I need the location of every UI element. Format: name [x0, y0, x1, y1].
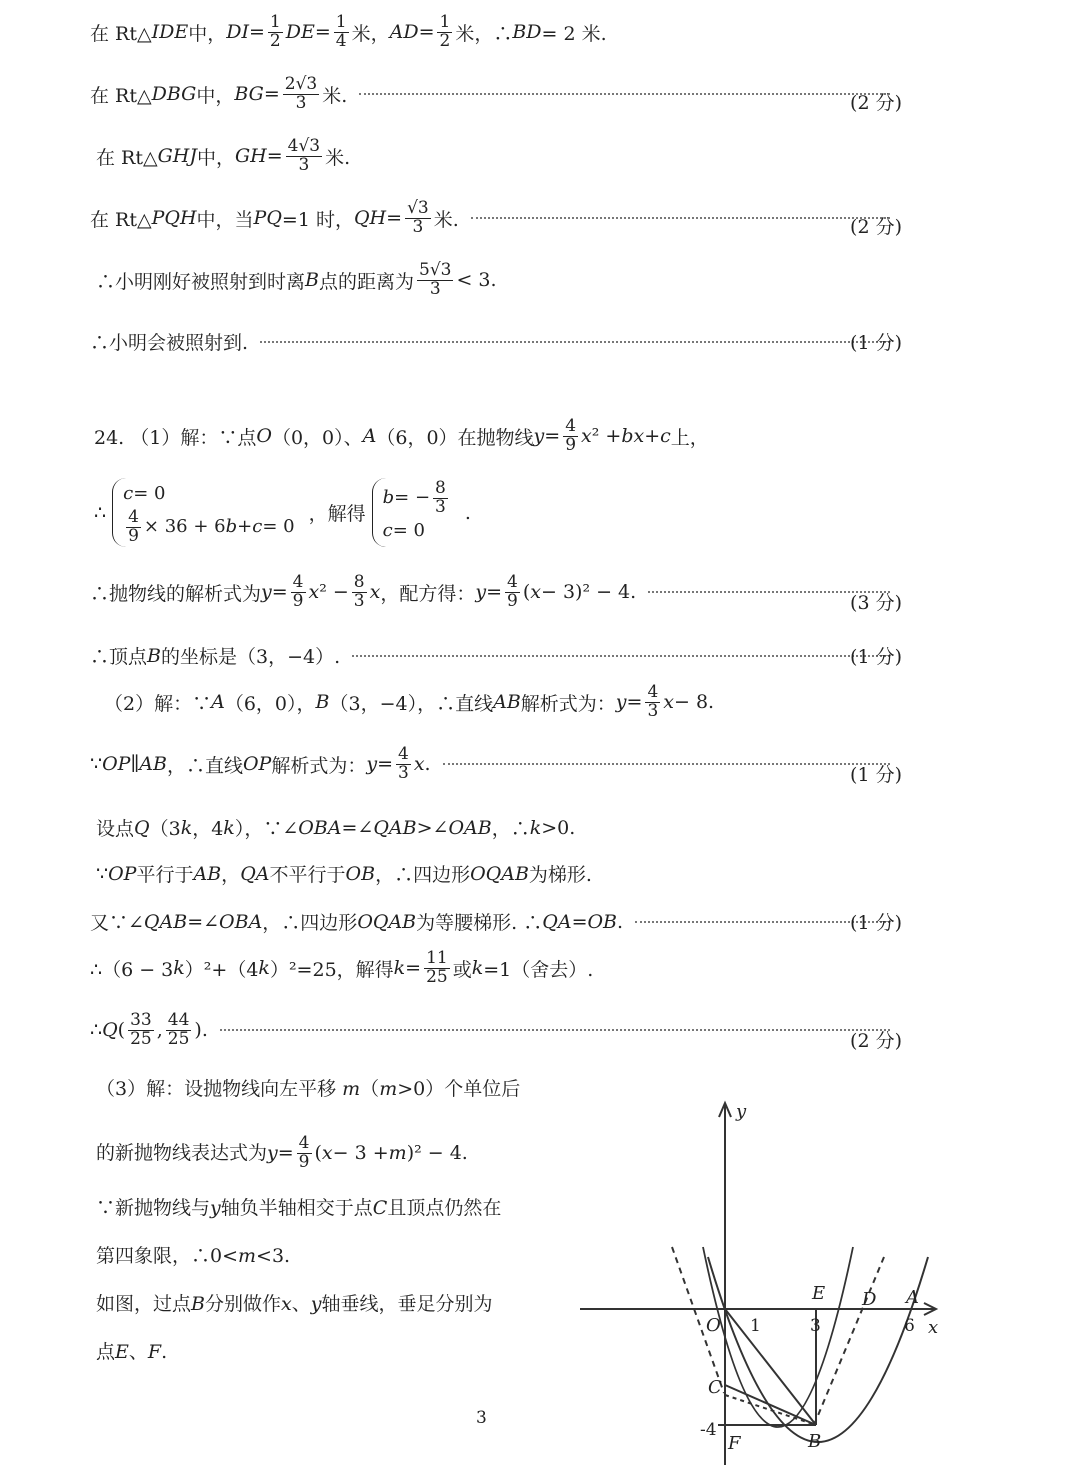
tick-label-1: 1 — [750, 1316, 761, 1336]
solution-line-5: ∴小明刚好被照射到时离 B 点的距离为 $\frac{5√3}{3}$ < 3. — [96, 260, 497, 299]
solution-line-4: 在 Rt△ PQH 中，当 PQ =1 时， QH = $\frac{√3}{3}$ 米. — [90, 200, 902, 237]
score-l2: (2 分) — [850, 92, 902, 114]
score-q24c: (3 分) — [850, 592, 902, 614]
q24-isosceles-line: 又∵∠ QAB =∠ OBA ，∴四边形 OQAB 为等腰梯形. ∴ QA = OB . — [90, 908, 902, 935]
label-b: B — [808, 1431, 822, 1452]
segment-cb — [725, 1385, 816, 1425]
solution-line-2: 在 Rt△ DBG 中， BG = $\frac{2√3}{3}$ 米. — [90, 76, 902, 113]
score-q24k: (2 分) — [850, 1030, 902, 1052]
page-number: 3 — [476, 1408, 487, 1428]
tick-label-6: 6 — [904, 1316, 915, 1336]
score-q24d: (1 分) — [850, 646, 902, 668]
q24-part3-line5: 如图，过点 B 分别做作 x 、 y 轴垂线，垂足分别为 — [96, 1292, 493, 1315]
q24-op-line: ∵ OP ∥ AB ，∴直线 OP 解析式为： y = $\frac{4}{3}$ x . — [90, 746, 902, 783]
label-o: O — [706, 1315, 721, 1336]
q24-equation-k-line: ∴（6 − 3 k ）²+（4 k ）²=25，解得 k = $\frac{11}{25}$ 或 k =1（舍去）. — [90, 948, 594, 987]
q24-q-coords-line: ∴ Q ( $\frac{33}{25}$ , $\frac{44}{25}$ ). — [90, 1012, 902, 1049]
label-d: D — [862, 1289, 877, 1310]
q24-part3-block — [96, 1080, 576, 1376]
label-a: A — [906, 1287, 919, 1308]
solution-line-6: ∴小明会被照射到. — [90, 328, 902, 355]
label-e: E — [812, 1283, 826, 1304]
equation-system-1: c = 0 $\frac{4}{9}$ × 36 + 6 b + c = 0 — [112, 478, 303, 547]
label-y: y — [736, 1101, 747, 1122]
q24-part3-line6: 点 E 、 F . — [96, 1340, 168, 1363]
q24-q-line: 设点 Q （3 k ，4 k ），∵∠ OBA =∠ QAB >∠ OAB ，∴ k >0. — [96, 816, 576, 840]
score-q24f: (1 分) — [850, 764, 902, 786]
q24-part3-line1: （3）解：设抛物线向左平移 m（m>0）个单位后 — [96, 1078, 521, 1100]
q24-trapezoid-line: ∵ OP 平行于 AB ， QA 不平行于 OB ，∴四边形 OQAB 为梯形. — [96, 862, 592, 886]
segment-cb-dashed — [725, 1395, 816, 1425]
tick-label-3: 3 — [810, 1316, 821, 1336]
score-q24i: (1 分) — [850, 912, 902, 934]
q24-part3-line3: ∵新抛物线与 y 轴负半轴相交于点 C 且顶点仍然在 — [96, 1196, 502, 1219]
score-l6: (1 分) — [850, 332, 902, 354]
parabola-figure — [578, 1097, 958, 1467]
q24-part3-line2: 的新抛物线表达式为 y = $\frac{4}{9}$ ( x − 3 + m )² − 4. — [96, 1132, 468, 1172]
label-f: F — [728, 1433, 741, 1454]
label-x: x — [928, 1317, 939, 1338]
q24-part1-line: 24. （1）解：∵点 O （0，0）、 A （6，0）在抛物线 y = $\frac{4}{9}$ x ² + bx + c 上， — [94, 416, 709, 455]
q24-parabola-line: ∴抛物线的解析式为 y = $\frac{4}{9}$ x ² − $\frac{8}{3}$ x ，配方得： y = $\frac{4}{9}$ ( x − 3)² − 4. — [90, 574, 902, 611]
q24-system-line: ∴ c = 0 $\frac{4}{9}$ × 36 + 6 b + c = 0 ，解得 b = − $\frac{8}{3}$ c = 0 . — [94, 478, 471, 546]
q24-part2-line: （2）解：∵ A （6，0）， B （3，−4），∴直线 AB 解析式为： y = $\frac{4}{3}$ x − 8. — [104, 682, 715, 721]
tick-label-neg4: -4 — [700, 1420, 717, 1440]
score-l4: (2 分) — [850, 216, 902, 238]
solution-line-1: 在 Rt△ IDE 中， DI = $\frac{1}{2}$ DE = $\frac{1}{4}$ 米， AD = $\frac{1}{2}$ 米，∴ BD = 2 米. — [90, 12, 607, 51]
equation-system-2: b = − $\frac{8}{3}$ c = 0 — [372, 478, 459, 547]
q24-part3-line4: 第四象限，∴0< m <3. — [96, 1244, 291, 1267]
q24-vertex-line: ∴顶点 B 的坐标是（3，−4）. — [90, 642, 902, 669]
label-c: C — [708, 1377, 722, 1398]
solution-line-3: 在 Rt△ GHJ 中， GH = $\frac{4√3}{3}$ 米. — [96, 136, 351, 175]
